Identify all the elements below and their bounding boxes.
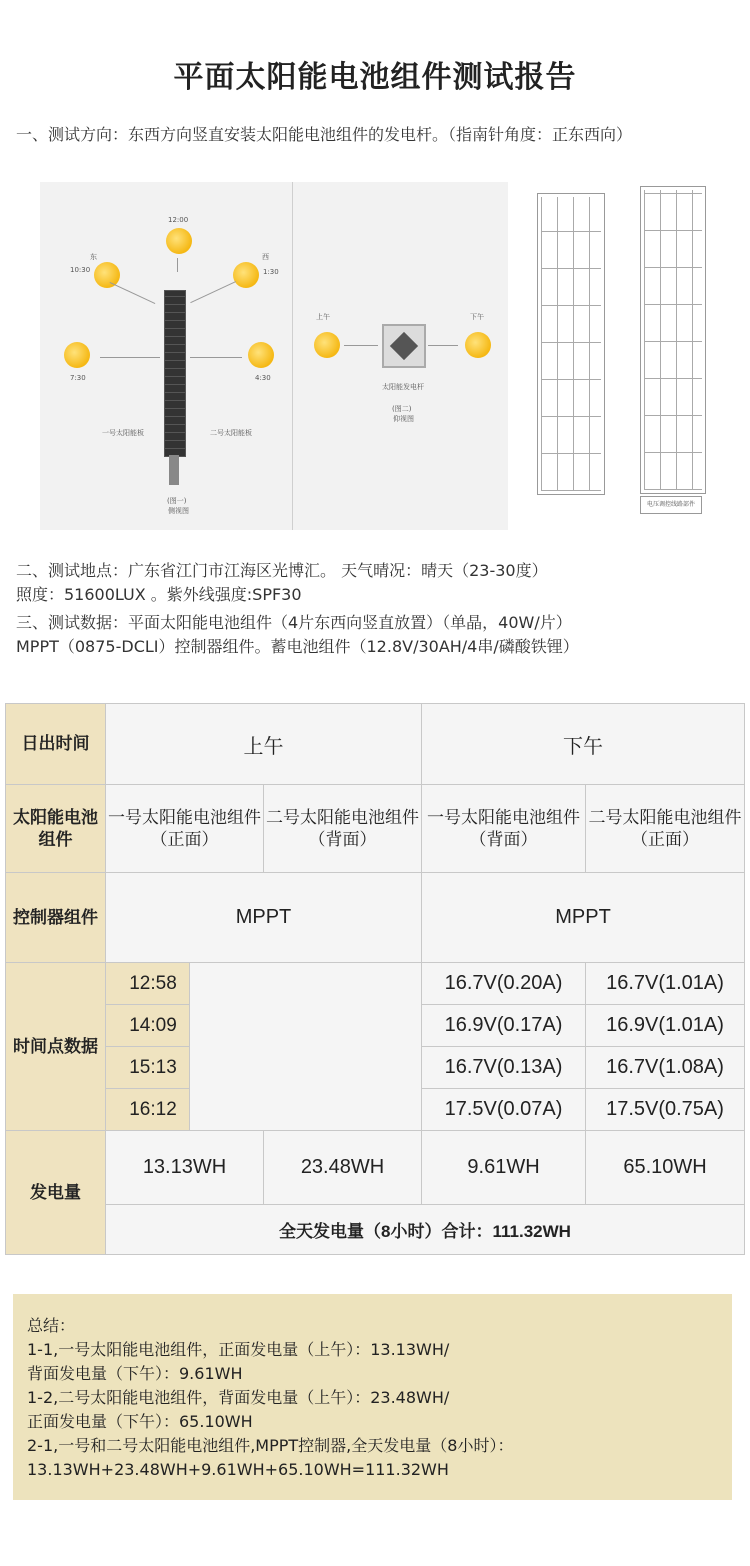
fig1-caption: (图一) [167, 497, 187, 505]
header-output: 发电量 [6, 1131, 106, 1255]
time-cell: 16:12 [106, 1089, 190, 1131]
time-cell: 15:13 [106, 1047, 190, 1089]
fig2-caption: (图二) [392, 405, 412, 413]
sun-icon [233, 262, 259, 288]
summary-line: 2-1,一号和二号太阳能电池组件,MPPT控制器,全天发电量（8小时）： [27, 1436, 514, 1455]
header-time-data: 时间点数据 [6, 963, 106, 1131]
page-title: 平面太阳能电池组件测试报告 [173, 60, 577, 95]
arrow [177, 258, 178, 272]
data-cell: 16.7V(0.20A) [422, 963, 586, 1005]
panel1-label: 一号太阳能板 [102, 429, 144, 437]
arrow [190, 357, 242, 358]
controller-pm: MPPT [422, 873, 745, 963]
empty-am-data [190, 963, 422, 1131]
arrow [100, 357, 160, 358]
illuminance-text: 照度：51600LUX 。紫外线强度:SPF30 [16, 585, 302, 604]
total-output: 全天发电量（8小时）合计：111.32WH [106, 1205, 745, 1255]
data-cell: 17.5V(0.07A) [422, 1089, 586, 1131]
installation-diagram [40, 182, 508, 530]
summary-line: 13.13WH+23.48WH+9.61WH+65.10WH=111.32WH [27, 1460, 449, 1479]
diagram-divider [292, 182, 293, 530]
sun-icon [465, 332, 491, 358]
arrow [428, 345, 458, 346]
summary-line: 1-2,二号太阳能电池组件，背面发电量（上午）：23.48WH/ [27, 1388, 450, 1407]
controller-am: MPPT [106, 873, 422, 963]
solar-pole-side-view [164, 290, 186, 457]
summary-line: 正面发电量（下午）：65.10WH [27, 1412, 253, 1431]
header-sunrise-time: 日出时间 [6, 704, 106, 785]
header-pm: 下午 [422, 704, 745, 785]
sun-icon [64, 342, 90, 368]
sun-icon [166, 228, 192, 254]
sun-icon [314, 332, 340, 358]
data-cell: 17.5V(0.75A) [586, 1089, 745, 1131]
test-direction-text: 一、测试方向：东西方向竖直安装太阳能电池组件的发电杆。（指南针角度：正东西向） [16, 125, 633, 144]
time-label: 7:30 [70, 374, 86, 382]
pole-label: 太阳能发电杆 [382, 383, 424, 391]
voltage-control-box: 电压调控线路部件 [640, 496, 702, 514]
header-module: 太阳能电池组件 [6, 785, 106, 873]
fig2-subcaption: 仰视图 [393, 415, 414, 423]
data-cell: 16.7V(1.08A) [586, 1047, 745, 1089]
test-data-text: 三、测试数据：平面太阳能电池组件（4片东西向竖直放置）（单晶，40W/片） [16, 613, 572, 632]
arrow [110, 282, 156, 304]
arrow [190, 281, 236, 303]
east-label: 东 [90, 253, 97, 261]
summary-line: 总结： [27, 1316, 76, 1335]
module-2-front: 二号太阳能电池组件（正面） [586, 785, 745, 873]
module-2-back: 二号太阳能电池组件（背面） [264, 785, 422, 873]
pm-label: 下午 [470, 313, 484, 321]
header-am: 上午 [106, 704, 422, 785]
summary-line: 1-1,一号太阳能电池组件，正面发电量（上午）：13.13WH/ [27, 1340, 450, 1359]
module-1-front: 一号太阳能电池组件（正面） [106, 785, 264, 873]
summary-line: 背面发电量（下午）：9.61WH [27, 1364, 243, 1383]
west-label: 西 [262, 253, 269, 261]
output-cell: 65.10WH [586, 1131, 745, 1205]
output-cell: 23.48WH [264, 1131, 422, 1205]
data-cell: 16.9V(1.01A) [586, 1005, 745, 1047]
data-cell: 16.9V(0.17A) [422, 1005, 586, 1047]
test-location-text: 二、测试地点：广东省江门市江海区光博汇。 天气晴况：晴天（23-30度） [16, 561, 548, 580]
solar-panel-front-drawing [537, 193, 605, 495]
am-label: 上午 [316, 313, 330, 321]
output-cell: 13.13WH [106, 1131, 264, 1205]
data-cell: 16.7V(0.13A) [422, 1047, 586, 1089]
solar-panel-back-drawing [640, 186, 706, 494]
test-data-table [5, 703, 745, 1255]
module-1-back: 一号太阳能电池组件（背面） [422, 785, 586, 873]
arrow [344, 345, 378, 346]
panel2-label: 二号太阳能板 [210, 429, 252, 437]
time-label: 4:30 [255, 374, 271, 382]
time-label: 10:30 [70, 266, 91, 274]
fig1-subcaption: 侧视图 [168, 507, 189, 515]
output-cell: 9.61WH [422, 1131, 586, 1205]
data-cell: 16.7V(1.01A) [586, 963, 745, 1005]
time-label: 12:00 [168, 216, 189, 224]
time-cell: 14:09 [106, 1005, 190, 1047]
components-text: MPPT（0875-DCLI）控制器组件。蓄电池组件（12.8V/30AH/4串/磷酸铁锂） [16, 637, 579, 656]
time-cell: 12:58 [106, 963, 190, 1005]
header-controller: 控制器组件 [6, 873, 106, 963]
pole-base [169, 455, 179, 485]
sun-icon [248, 342, 274, 368]
summary-box [13, 1294, 732, 1500]
pole-top-view [382, 324, 426, 368]
time-label: 1:30 [263, 268, 279, 276]
